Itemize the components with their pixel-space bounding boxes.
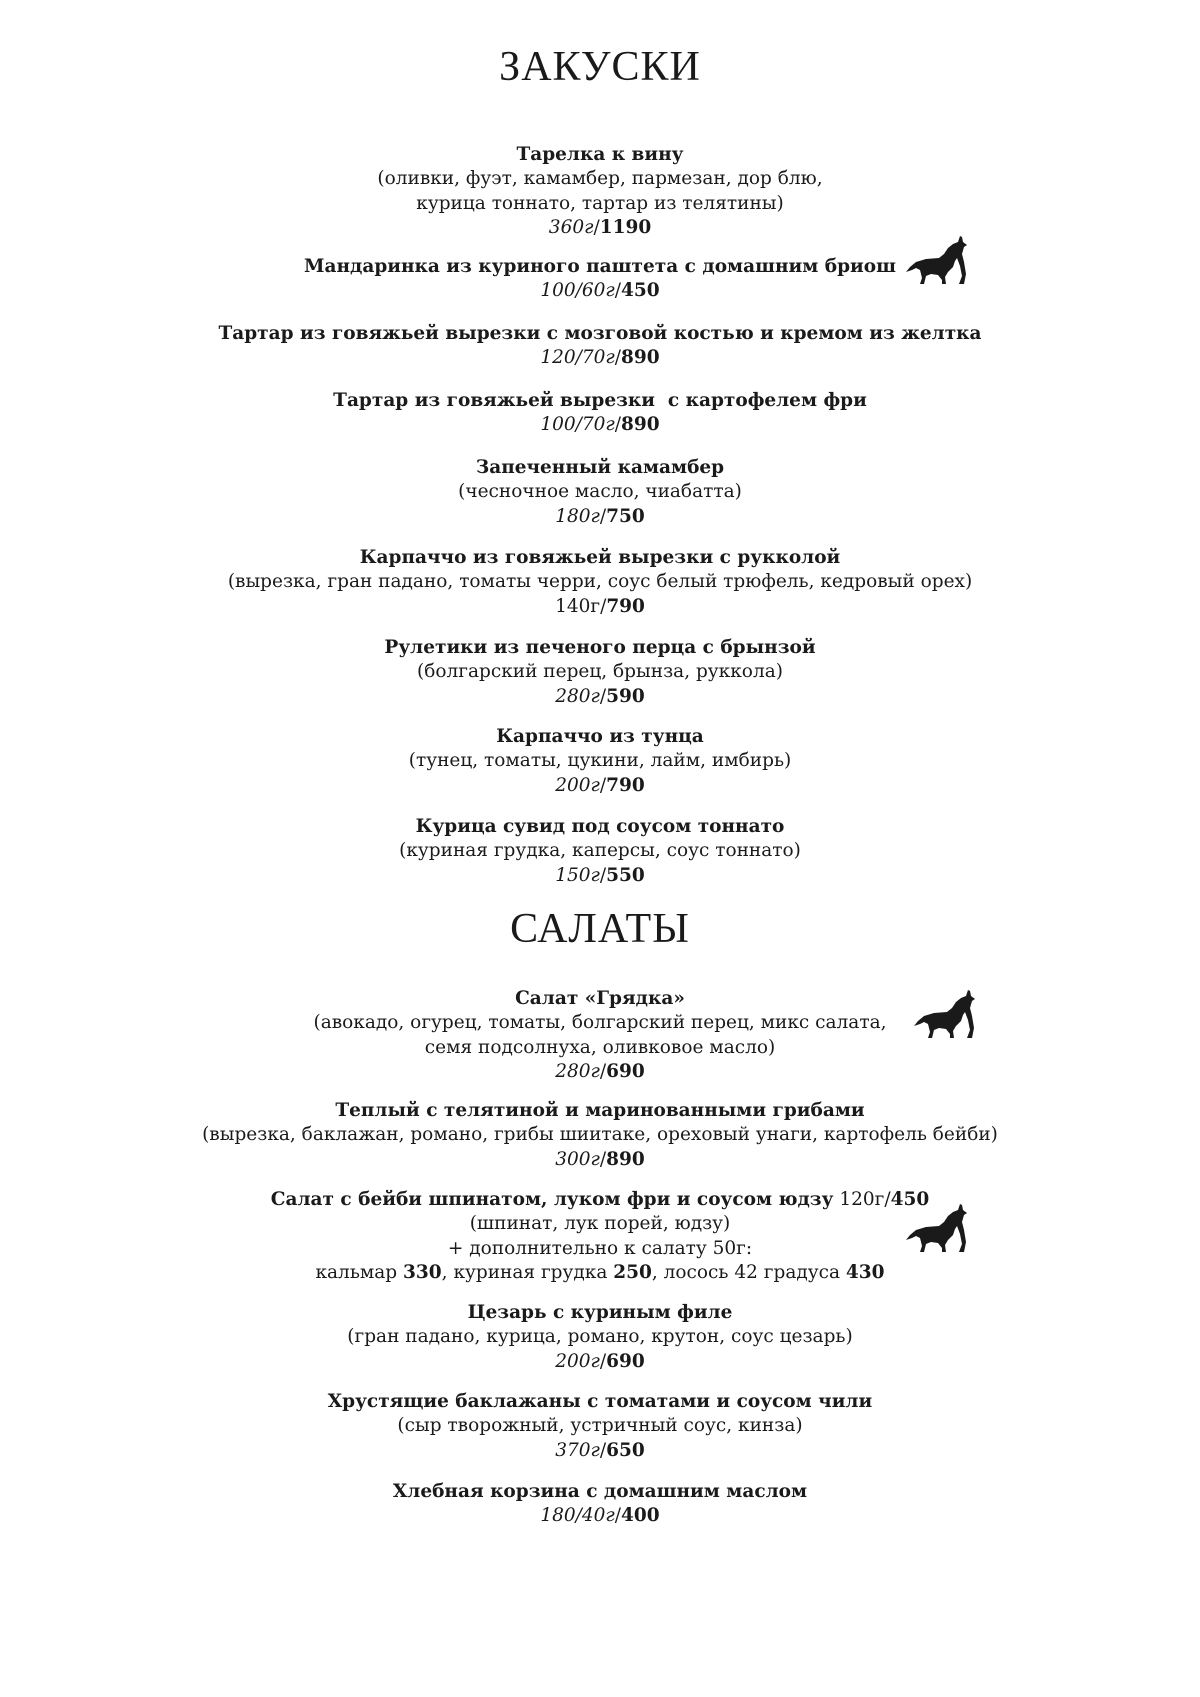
item-weight: 360г bbox=[548, 217, 594, 239]
item-price: 750 bbox=[606, 505, 645, 527]
menu-item bbox=[0, 322, 1200, 371]
item-price: 400 bbox=[621, 1505, 660, 1527]
item-name: Салат с бейби шпинатом, луком фри и соусом юдзу bbox=[270, 1189, 834, 1210]
item-description: (чесночное масло, чиабатта) bbox=[458, 481, 742, 503]
fox-icon bbox=[912, 988, 976, 1040]
extra-label: лосось 42 градуса bbox=[663, 1262, 841, 1284]
menu-item bbox=[0, 1390, 1200, 1463]
item-price: 890 bbox=[606, 1148, 645, 1170]
item-name-line: Салат с бейби шпинатом, луком фри и соусом юдзу 120г/450 bbox=[270, 1189, 930, 1210]
extras-list: кальмар 330, куриная грудка 250, лосось 42 градуса 430 bbox=[315, 1262, 885, 1284]
item-description: (шпинат, лук порей, юдзу) bbox=[469, 1213, 731, 1235]
item-name: Цезарь с куриным филе bbox=[467, 1302, 733, 1323]
item-description: курица тоннато, тартар из телятины) bbox=[416, 192, 784, 214]
item-name: Рулетики из печеного перца с брынзой bbox=[384, 637, 816, 658]
item-price: 450 bbox=[890, 1189, 930, 1210]
item-weight: 180/40г bbox=[540, 1505, 615, 1527]
item-name: Курица сувид под соусом тоннато bbox=[415, 816, 785, 837]
item-weight-price: 280г/690 bbox=[555, 1061, 645, 1083]
menu-item bbox=[0, 987, 1200, 1085]
item-weight: 140г bbox=[555, 595, 601, 617]
extra-label: куриная грудка bbox=[453, 1262, 608, 1284]
item-price: 550 bbox=[606, 864, 645, 886]
extra-price: 330 bbox=[403, 1262, 442, 1284]
item-description: (болгарский перец, брынза, руккола) bbox=[417, 661, 783, 683]
menu-item bbox=[0, 546, 1200, 619]
item-weight: 100/70г bbox=[540, 414, 615, 436]
item-price: 650 bbox=[606, 1439, 645, 1461]
item-description: (куриная грудка, каперсы, соус тоннато) bbox=[399, 840, 801, 862]
menu-item bbox=[0, 725, 1200, 798]
menu-item bbox=[0, 1480, 1200, 1529]
item-weight-price: 120/70г/890 bbox=[540, 347, 660, 369]
item-weight: 280г bbox=[555, 1061, 600, 1083]
item-weight: 180г bbox=[555, 505, 600, 527]
item-weight-price: 150г/550 bbox=[555, 864, 645, 886]
extra-label: кальмар bbox=[315, 1262, 398, 1284]
fox-icon bbox=[904, 1202, 968, 1254]
item-price: 790 bbox=[606, 774, 645, 796]
section-title-salaty: САЛАТЫ bbox=[510, 906, 690, 952]
item-name: Запеченный камамбер bbox=[475, 457, 725, 478]
item-weight-price: 370г/650 bbox=[555, 1439, 645, 1461]
item-weight-price: 360г/1190 bbox=[548, 217, 652, 239]
item-description: (авокадо, огурец, томаты, болгарский перец, микс салата, bbox=[313, 1012, 887, 1034]
item-name: Хрустящие баклажаны с томатами и соусом чили bbox=[327, 1391, 873, 1412]
fox-icon bbox=[904, 234, 968, 286]
item-name: Хлебная корзина с домашним маслом bbox=[392, 1481, 808, 1502]
item-weight-price: 280г/590 bbox=[555, 685, 645, 707]
item-description: (вырезка, гран падано, томаты черри, соус белый трюфель, кедровый орех) bbox=[227, 571, 973, 593]
section-title-zakuski: ЗАКУСКИ bbox=[499, 44, 701, 90]
item-name: Салат «Грядка» bbox=[515, 988, 685, 1009]
item-price: 790 bbox=[606, 595, 645, 617]
item-weight: 120г bbox=[839, 1189, 885, 1210]
item-price: 450 bbox=[621, 280, 660, 302]
menu-item bbox=[0, 255, 1200, 304]
item-name: Мандаринка из куриного паштета с домашним бриош bbox=[304, 256, 896, 277]
extra-price: 430 bbox=[845, 1262, 885, 1284]
menu-item bbox=[0, 1188, 1200, 1286]
item-description: (оливки, фуэт, камамбер, пармезан, дор блю, bbox=[377, 168, 823, 190]
item-description: (вырезка, баклажан, романо, грибы шиитаке, ореховый унаги, картофель бейби) bbox=[202, 1124, 998, 1146]
menu-item bbox=[0, 636, 1200, 709]
menu-item bbox=[0, 389, 1200, 438]
item-weight-price: 100/70г/890 bbox=[540, 414, 660, 436]
item-weight: 370г bbox=[555, 1439, 600, 1461]
menu-item bbox=[0, 815, 1200, 888]
extras-title: + дополнительно к салату 50г: bbox=[447, 1237, 753, 1259]
item-name: Теплый с телятиной и маринованными грибами bbox=[335, 1100, 865, 1121]
item-weight-price: 200г/790 bbox=[555, 774, 645, 796]
menu-item bbox=[0, 1099, 1200, 1172]
menu-item bbox=[0, 143, 1200, 241]
item-name: Карпаччо из тунца bbox=[496, 726, 704, 747]
item-price: 690 bbox=[606, 1350, 645, 1372]
item-weight: 150г bbox=[555, 864, 600, 886]
item-weight-price: 140г/790 bbox=[555, 595, 645, 617]
item-description: семя подсолнуха, оливковое масло) bbox=[424, 1036, 776, 1058]
item-weight-price: 200г/690 bbox=[555, 1350, 645, 1372]
item-name: Карпаччо из говяжьей вырезки с рукколой bbox=[359, 547, 841, 568]
item-description: (гран падано, курица, романо, крутон, соус цезарь) bbox=[347, 1326, 853, 1348]
item-name: Тартар из говяжьей вырезки с картофелем фри bbox=[333, 390, 867, 411]
menu-item bbox=[0, 456, 1200, 529]
extra-price: 250 bbox=[613, 1262, 652, 1284]
item-price: 1190 bbox=[599, 217, 652, 239]
item-weight-price: 180г/750 bbox=[555, 505, 645, 527]
item-weight-price: 180/40г/400 bbox=[540, 1505, 660, 1527]
item-weight: 120/70г bbox=[540, 347, 615, 369]
item-weight-price: 100/60г/450 bbox=[540, 280, 660, 302]
item-weight: 280г bbox=[555, 685, 600, 707]
menu-item bbox=[0, 1301, 1200, 1374]
item-weight: 200г bbox=[555, 774, 600, 796]
item-price: 590 bbox=[606, 685, 645, 707]
item-price: 690 bbox=[606, 1061, 645, 1083]
item-price: 890 bbox=[621, 347, 660, 369]
item-weight-price: 300г/890 bbox=[555, 1148, 645, 1170]
item-weight: 300г bbox=[555, 1148, 600, 1170]
item-price: 890 bbox=[621, 414, 660, 436]
item-weight: 200г bbox=[555, 1350, 600, 1372]
item-description: (тунец, томаты, цукини, лайм, имбирь) bbox=[408, 750, 792, 772]
item-description: (сыр творожный, устричный соус, кинза) bbox=[397, 1415, 803, 1437]
item-name: Тарелка к вину bbox=[516, 144, 684, 165]
item-weight: 100/60г bbox=[540, 280, 615, 302]
item-name: Тартар из говяжьей вырезки с мозговой костью и кремом из желтка bbox=[218, 323, 982, 344]
